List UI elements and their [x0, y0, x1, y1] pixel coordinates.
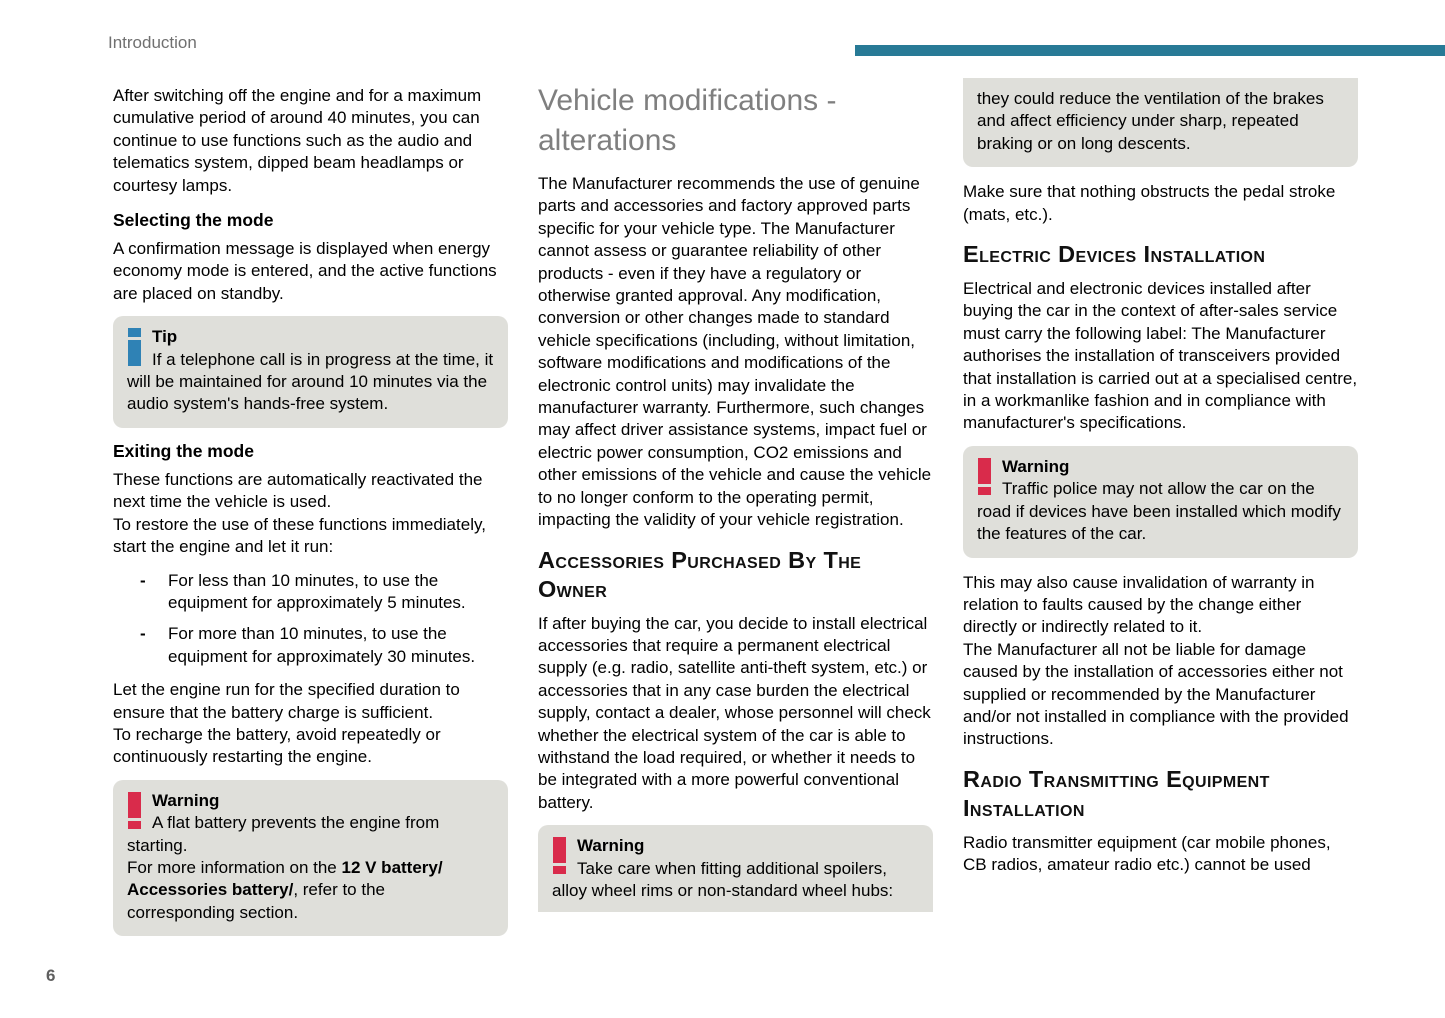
paragraph: A confirmation message is displayed when energy economy mode is entered, and the active functions are placed on standby. — [113, 239, 497, 303]
paragraph: After switching off the engine and for a maximum cumulative period of around 40 minutes, you can continue to use functions such as the audio and telematics system, dipped beam headlamps or courtesy lamps. — [113, 86, 482, 195]
header-accent-bar — [855, 45, 1445, 56]
paragraph — [113, 679, 508, 769]
subheading-exiting-the-mode: Exiting the mode — [113, 440, 254, 461]
section-heading-electric-devices: Electric Devices Installation — [963, 241, 1266, 268]
paragraph: Make sure that nothing obstructs the pedal stroke (mats, etc.). — [963, 182, 1336, 224]
warning-exclamation-icon — [128, 792, 143, 829]
paragraph-line: To restore the use of these functions immediately, start the engine and let it run: — [113, 514, 486, 557]
tip-box-text: If a telephone call is in progress at the time, it will be maintained for around 10 minutes via the audio system's hands-free system. — [127, 349, 494, 414]
list-item — [113, 623, 508, 668]
warning-box — [963, 446, 1358, 558]
warning-box-text: Traffic police may not allow the car on the road if devices have been installed which modify the features of the car. — [977, 479, 1341, 544]
list-item-text: For less than 10 minutes, to use the equipment for approximately 5 minutes. — [168, 570, 466, 612]
paragraph-line: Let the engine run for the specified duration to ensure that the battery charge is sufficient. — [113, 680, 460, 722]
paragraph: If after buying the car, you decide to install electrical accessories that require a permanent electrical supply (e.g. radio, satellite anti-theft system, etc.) or accessories that in any case burden the electrical supply, contact a dealer, whose personnel will check whether the electrical system of the car is able to withstand the load required, or whether it needs to be integrated with a more powerful conventional battery. — [538, 613, 931, 812]
paragraph: Radio transmitter equipment (car mobile phones, CB radios, amateur radio etc.) cannot be used — [963, 832, 1331, 875]
warning-line: A flat battery prevents the engine from starting. — [127, 813, 440, 855]
page-columns — [113, 85, 1358, 948]
paragraph-line: To recharge the battery, avoid repeatedly or continuously restarting the engine. — [113, 724, 441, 767]
warning-line: , refer to the corresponding section. — [127, 880, 385, 922]
warning-box-title: Warning — [1002, 456, 1070, 476]
warning-box — [538, 825, 933, 912]
warning-box-title: Warning — [577, 836, 645, 856]
breadcrumb-section-label: Introduction — [108, 33, 197, 52]
paragraph: Electrical and electronic devices installed after buying the car in the context of after-sales service must carry the following label: The Manufacturer authorises the installation of transceivers provided that installation is carried out at a specialised centre, in a workmanlike fashion and in compliance with manufacturer's specifications. — [963, 279, 1358, 433]
warning-exclamation-icon — [978, 458, 993, 495]
warning-box — [113, 780, 508, 936]
list-item-text: For more than 10 minutes, to use the equipment for approximately 30 minutes. — [168, 624, 476, 666]
warning-box-title: Warning — [152, 790, 220, 810]
paragraph-line: The Manufacturer all not be liable for damage caused by the installation of accessories either not supplied or recommended by the Manufacturer and/or not installed in compliance with the provided instructions. — [963, 639, 1349, 749]
column-3 — [963, 85, 1358, 948]
list-item — [113, 570, 508, 615]
paragraph — [963, 572, 1358, 751]
tip-box — [113, 316, 508, 428]
column-1 — [113, 85, 508, 948]
info-icon — [128, 328, 143, 366]
paragraph — [113, 469, 508, 559]
warning-bold-text: 12 V battery/ Accessories battery/ — [127, 857, 443, 900]
section-heading-accessories-purchased: Accessories Purchased By The Owner — [538, 546, 862, 602]
warning-box-text: they could reduce the ventilation of the brakes and affect efficiency under sharp, repeated braking or on long descents. — [977, 89, 1324, 153]
paragraph: The Manufacturer recommends the use of genuine parts and accessories and factory approved parts specific for your vehicle type. The Manufacturer cannot assess or guarantee reliability of other products - even if they have a regulatory or otherwise granted approval. Any modification, conversion or other changes made to standard vehicle specifications (including, without limitation, software modifications and modifications of the electronic control units) may invalidate the manufacturer warranty. Furthermore, such changes may affect driver assistance systems, impact fuel or electric power consumption, CO2 emissions and other emissions of the vehicle and cause the vehicle to no longer conform to the operating permit, impacting the validity of your vehicle registration. — [538, 174, 932, 530]
warning-box-text — [127, 812, 494, 924]
warning-continuation-box — [963, 78, 1358, 167]
page-number: 6 — [46, 966, 56, 985]
tip-box-title: Tip — [152, 327, 178, 347]
bullet-list — [113, 570, 508, 669]
paragraph-line: These functions are automatically reactivated the next time the vehicle is used. — [113, 469, 483, 512]
page-title: Vehicle modifications - alterations — [538, 84, 837, 157]
warning-exclamation-icon — [553, 837, 568, 874]
bullet-dash: - — [140, 570, 146, 590]
warning-line: For more information on the — [127, 857, 342, 877]
bullet-dash: - — [140, 624, 146, 644]
paragraph-line: This may also cause invalidation of warranty in relation to faults caused by the change either directly or indirectly related to it. — [963, 572, 1315, 637]
column-2 — [538, 85, 933, 948]
subheading-selecting-the-mode: Selecting the mode — [113, 210, 274, 231]
warning-box-text: Take care when fitting additional spoilers, alloy wheel rims or non-standard wheel hubs: — [552, 858, 894, 900]
section-heading-radio-transmitting: Radio Transmitting Equipment Installation — [963, 765, 1270, 821]
